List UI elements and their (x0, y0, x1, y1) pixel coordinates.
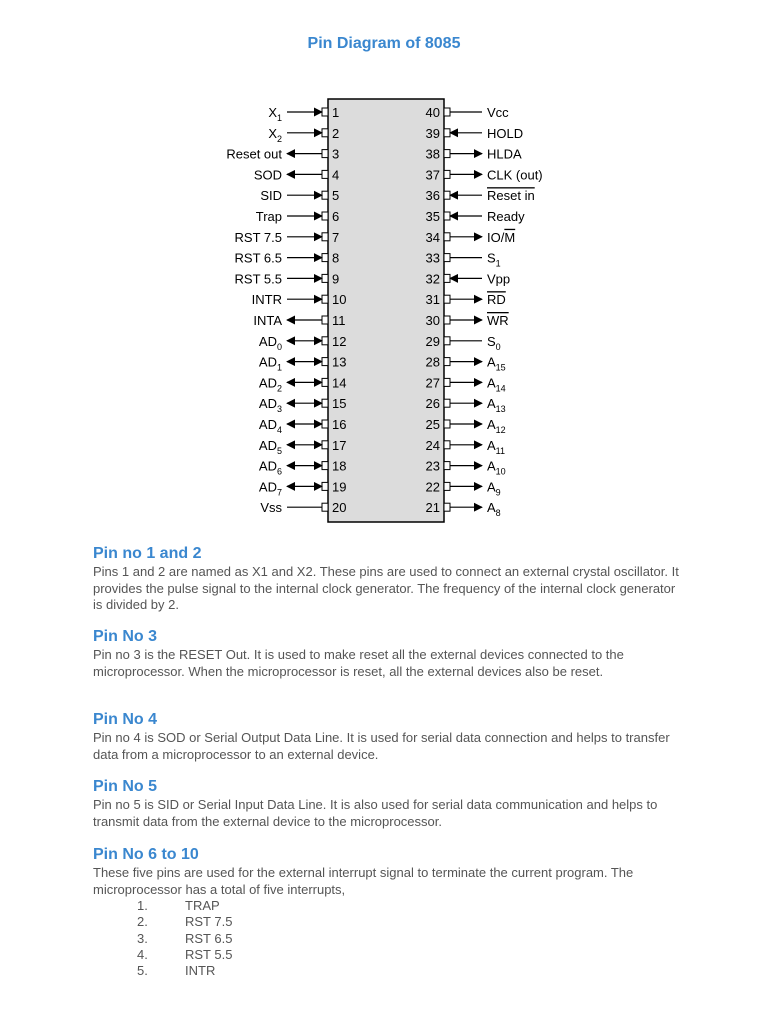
pin-3 (226, 147, 339, 162)
pin-label: INTR (251, 292, 282, 308)
pin-32 (426, 271, 511, 286)
pin-label: $A_9$ (487, 479, 501, 498)
pin-9 (235, 271, 340, 286)
section-pin-6-10 (93, 845, 683, 979)
pin-number: 21 (425, 500, 440, 516)
pin-number: 6 (332, 209, 340, 224)
pin-number: 23 (425, 458, 440, 474)
pin-number: 15 (332, 396, 347, 412)
pin-stub (322, 295, 328, 303)
pin-label: RST 7.5 (234, 229, 282, 245)
pin-number: 24 (425, 437, 440, 453)
pin-label: RST 6.5 (234, 250, 282, 266)
pin-stub (322, 420, 328, 428)
pin-label: CLK (out) (487, 167, 543, 183)
pin-number: 5 (332, 188, 340, 204)
pin-30 (426, 313, 509, 328)
pin-stub (322, 399, 328, 407)
pin-number: 37 (425, 167, 440, 183)
pin-stub (444, 129, 450, 137)
pin-stub (444, 462, 450, 470)
pin-label: $A_{13}$ (487, 396, 506, 415)
pin-label: SOD (253, 167, 282, 183)
pin-label: $S_0$ (487, 333, 501, 352)
pin-number: 10 (332, 292, 347, 308)
section-pin-1-2 (93, 544, 683, 614)
pin-label: $AD_3$ (258, 396, 282, 415)
pin-number: 34 (425, 229, 440, 245)
pin-number: 17 (332, 437, 347, 453)
pin-label: $AD_1$ (258, 354, 282, 373)
pin-number: 19 (332, 479, 347, 495)
pin-label: $A_{11}$ (487, 437, 506, 456)
pin-stub (322, 441, 328, 449)
pin-number: 11 (332, 313, 346, 328)
pin-4 (254, 167, 339, 182)
pin-stub (444, 503, 450, 511)
pin-label: $S_1$ (487, 250, 501, 269)
pin-label: Vpp (487, 271, 511, 287)
section-heading: Pin No 3 (93, 628, 158, 645)
pin-stub (444, 358, 450, 366)
section-pin-3 (93, 627, 683, 680)
section-body: Pins 1 and 2 are named as X1 and X2. These pins are used to connect an external crystal oscillator. It provides the pulse signal to the internal clock generator. The frequency of the internal clock generator is divided by 2. (93, 564, 679, 612)
pin-number: 35 (425, 209, 440, 224)
pin-stub (444, 482, 450, 490)
pin-label: $AD_0$ (258, 333, 282, 352)
pin-stub (444, 441, 450, 449)
overline-part: M (504, 229, 516, 245)
section-pin-5 (93, 777, 683, 830)
pin-number: 7 (332, 229, 340, 245)
pin-stub (444, 233, 450, 241)
pin-stub (322, 170, 328, 178)
pin-label: IO/M (487, 229, 516, 245)
section-body: These five pins are used for the external interrupt signal to terminate the current program. The microprocessor has a total of five interrupts, (93, 865, 634, 897)
pin-label: RST 5.5 (234, 271, 282, 287)
section-heading: Pin No 4 (93, 711, 158, 728)
pin-stub (322, 378, 328, 386)
pin-stub (322, 150, 328, 158)
section-heading: Pin No 6 to 10 (93, 846, 199, 863)
pin-label: $AD_4$ (258, 417, 282, 435)
section-body: Pin no 5 is SID or Serial Input Data Line. It is also used for serial data communication and helps to transmit data from the external device to the microprocessor. (93, 797, 658, 829)
pin-stub (322, 274, 328, 282)
section-heading: Pin no 1 and 2 (93, 545, 202, 562)
pin-stub (322, 337, 328, 345)
pin-7 (235, 230, 340, 245)
pin-20 (260, 500, 346, 515)
pin-number: 9 (332, 271, 340, 287)
interrupt-list (93, 898, 683, 979)
pin-stub (444, 108, 450, 116)
pin-number: 8 (332, 250, 340, 266)
section-body: Pin no 3 is the RESET Out. It is used to make reset all the external devices connected to the microprocessor. When the microprocessor is reset, all the external devices also be reset. (93, 647, 624, 679)
pin-label: $AD_6$ (258, 458, 282, 477)
pin-label: INTA (253, 313, 282, 328)
pin-number: 22 (425, 479, 440, 495)
pin-label: Ready (487, 209, 525, 224)
pin-label: WR (487, 313, 509, 328)
pin-label: Vss (260, 500, 282, 516)
pin-number: 33 (425, 250, 440, 266)
pin-number: 38 (425, 146, 440, 162)
pin-stub (444, 337, 450, 345)
pin-number: 32 (425, 271, 440, 287)
pin-number: 36 (425, 188, 440, 204)
pin-label: SID (260, 188, 282, 204)
pin-label: $AD_7$ (258, 479, 282, 498)
pin-number: 4 (332, 167, 340, 183)
pin-34 (426, 230, 516, 245)
pin-number: 40 (425, 105, 440, 120)
pin-stub (322, 254, 328, 262)
pin-label: Vcc (487, 105, 509, 120)
pin-label: Reset out (226, 146, 282, 162)
page-title: Pin Diagram of 8085 (307, 35, 461, 52)
pin-stub (444, 170, 450, 178)
list-item: 5. INTR (137, 963, 216, 979)
pin-8 (235, 251, 340, 266)
pin-label: RD (487, 292, 506, 308)
pin-number: 12 (332, 333, 347, 349)
pin-number: 3 (332, 146, 340, 162)
pin-stub (444, 295, 450, 303)
pin-label: $A_{10}$ (487, 458, 506, 477)
pin-number: 1 (332, 105, 340, 120)
pin-stub (322, 212, 328, 220)
pin-stub (444, 399, 450, 407)
pin-11 (253, 313, 345, 328)
pin-stub (322, 233, 328, 241)
pin-label: HLDA (487, 146, 522, 162)
pin-6 (256, 209, 339, 224)
pin-label: $X_1$ (268, 105, 282, 123)
pin-stub (444, 274, 450, 282)
pin-stub (444, 212, 450, 220)
pin-number: 30 (425, 313, 440, 328)
section-pin-4 (93, 710, 683, 763)
pin-stub (444, 150, 450, 158)
pin-10 (252, 292, 347, 307)
pin-label: $A_{15}$ (487, 354, 506, 373)
section-heading: Pin No 5 (93, 778, 158, 795)
pin-label: $A_8$ (487, 500, 501, 519)
list-item: 3. RST 6.5 (137, 930, 233, 946)
pin-stub (444, 420, 450, 428)
pin-number: 29 (425, 333, 440, 349)
pin-stub (444, 191, 450, 199)
pin-stub (322, 358, 328, 366)
pin-stub (322, 129, 328, 137)
pin-number: 39 (425, 125, 440, 141)
pin-number: 14 (332, 375, 347, 391)
pin-number: 28 (425, 354, 440, 370)
pin-number: 16 (332, 417, 347, 432)
pin-stub (322, 316, 328, 324)
pin-number: 18 (332, 458, 347, 474)
pin-number: 13 (332, 354, 347, 370)
pin-stub (322, 108, 328, 116)
pin-label: $A_{14}$ (487, 375, 506, 394)
pin-stub (444, 254, 450, 262)
list-item: 2. RST 7.5 (137, 914, 233, 930)
pin-40 (426, 105, 510, 120)
pin-31 (426, 292, 506, 307)
pin-number: 2 (332, 125, 340, 141)
pin-number: 25 (425, 417, 440, 432)
pin-stub (444, 378, 450, 386)
pin-number: 31 (425, 292, 440, 308)
pin-number: 26 (425, 396, 440, 412)
pin-stub (322, 503, 328, 511)
list-item: 1. TRAP (137, 898, 220, 913)
section-body: Pin no 4 is SOD or Serial Output Data Line. It is used for serial data connection and helps to transfer data from a microprocessor to an external device. (93, 730, 670, 762)
pin-stub (322, 191, 328, 199)
list-item: 4. RST 5.5 (137, 946, 233, 962)
pin-stub (322, 462, 328, 470)
pin-label: Reset in (487, 188, 535, 204)
pin-number: 20 (332, 500, 347, 516)
pin-label: $AD_2$ (258, 375, 282, 394)
pin-label: $AD_5$ (258, 437, 282, 456)
pin-label: $X_2$ (268, 125, 282, 144)
pin-stub (322, 482, 328, 490)
pin-label: $A_{12}$ (487, 417, 506, 435)
pin-label: Trap (255, 209, 282, 224)
pin-stub (444, 316, 450, 324)
pin-number: 27 (425, 375, 440, 391)
pin-label: HOLD (487, 125, 524, 141)
